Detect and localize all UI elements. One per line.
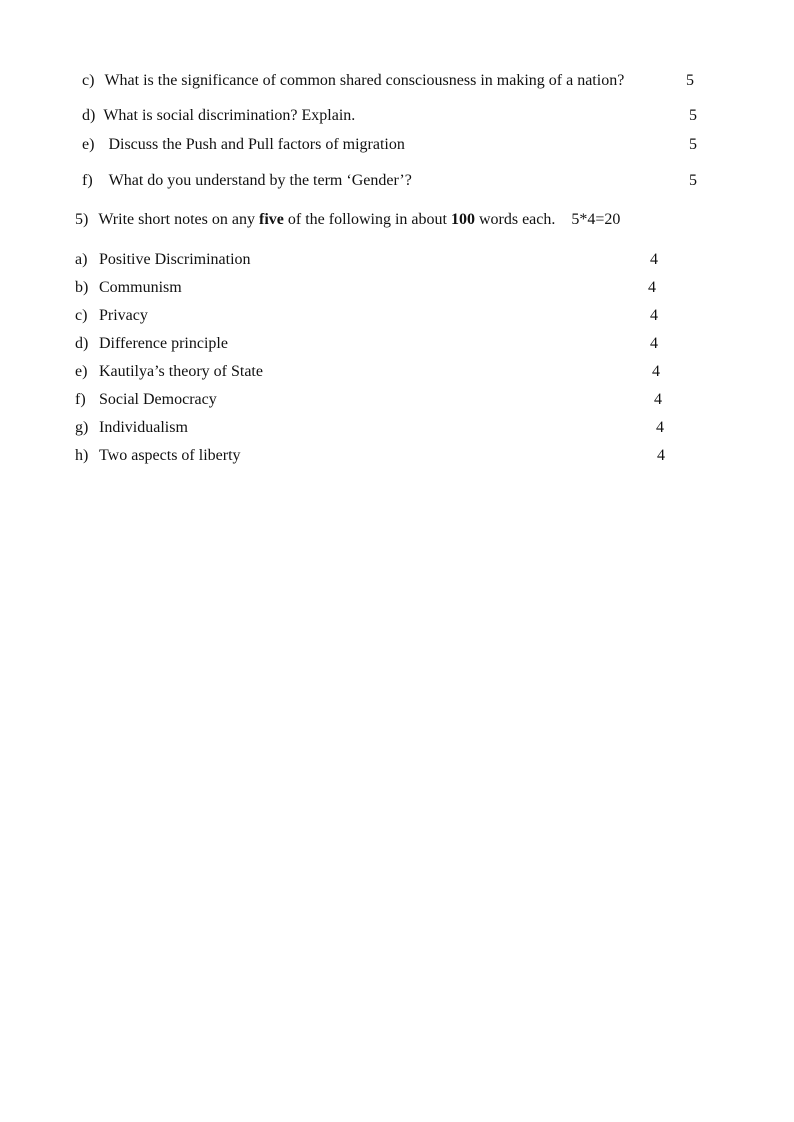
item-marks: 5 (689, 136, 697, 153)
item-marks: 4 (650, 335, 658, 352)
text-segment: Write short notes on any (98, 211, 259, 228)
bold-word: five (258, 211, 284, 228)
item-label: d) (75, 335, 89, 352)
question-item (82, 106, 355, 126)
question-text (98, 211, 555, 228)
item-marks: 5 (689, 172, 697, 189)
question-item (75, 446, 241, 466)
question-item (75, 362, 263, 382)
item-text: Kautilya’s theory of State (99, 363, 263, 380)
item-text: What do you understand by the term ‘Gender’? (108, 172, 412, 189)
question-item (82, 71, 624, 91)
item-marks: 5 (689, 107, 697, 124)
item-marks: 4 (656, 419, 664, 436)
item-label: b) (75, 279, 89, 296)
question-item (75, 418, 188, 438)
item-marks: 4 (657, 447, 665, 464)
item-marks: 5 (686, 72, 694, 89)
question-item (75, 250, 251, 270)
question-number: 5) (75, 211, 89, 228)
item-label: h) (75, 447, 89, 464)
item-text: Difference principle (99, 335, 228, 352)
question-item (82, 135, 405, 155)
question-item (82, 171, 412, 191)
bold-number: 100 (450, 211, 475, 228)
text-segment: of the following in about (283, 211, 451, 228)
item-marks: 4 (650, 251, 658, 268)
question-item (75, 306, 148, 326)
item-label: e) (75, 363, 88, 380)
question-item (75, 334, 228, 354)
item-label: c) (75, 307, 88, 324)
item-text: Communism (99, 279, 182, 296)
item-label: f) (75, 391, 86, 408)
item-text: Positive Discrimination (99, 251, 251, 268)
item-marks: 4 (654, 391, 662, 408)
item-text: What is the significance of common shared consciousness in making of a nation? (104, 72, 625, 89)
item-marks: 4 (650, 307, 658, 324)
item-text: What is social discrimination? Explain. (103, 107, 356, 124)
item-label: f) (82, 172, 93, 189)
item-marks: 4 (652, 363, 660, 380)
question-5-heading (75, 210, 620, 230)
question-item (75, 278, 182, 298)
item-text: Social Democracy (99, 391, 217, 408)
item-label: c) (82, 72, 95, 89)
item-marks: 4 (648, 279, 656, 296)
item-label: g) (75, 419, 89, 436)
item-label: a) (75, 251, 88, 268)
question-marks: 5*4=20 (571, 211, 621, 228)
item-label: d) (82, 107, 96, 124)
item-text: Individualism (99, 419, 188, 436)
item-text: Privacy (99, 307, 148, 324)
question-item (75, 390, 217, 410)
item-text: Discuss the Push and Pull factors of migration (108, 136, 405, 153)
text-segment: words each. (474, 211, 556, 228)
item-label: e) (82, 136, 95, 153)
item-text: Two aspects of liberty (99, 447, 241, 464)
